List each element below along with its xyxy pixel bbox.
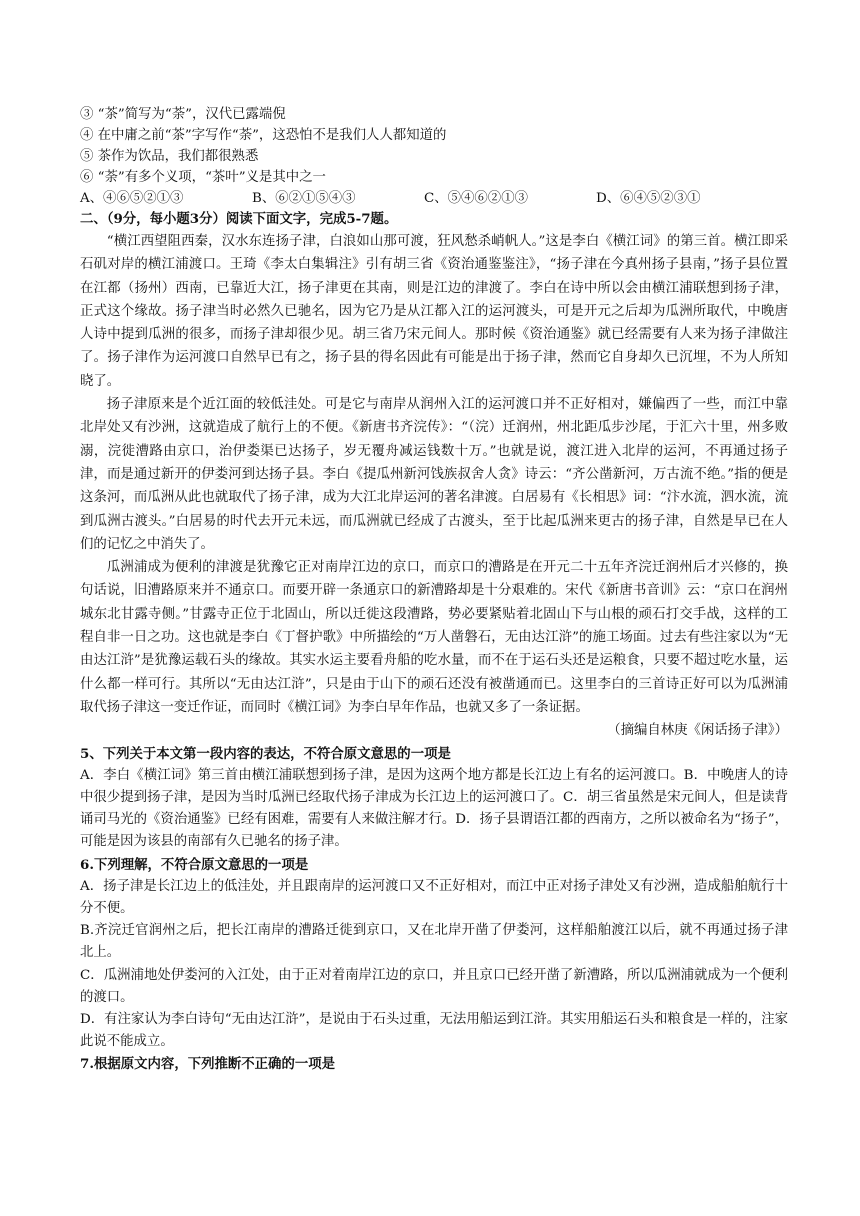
question-stem: 6.下列理解，不符合原文意思的一项是 [80,856,309,873]
question-7 [80,1053,788,1075]
option-a: A．扬子津是长江边上的低洼处，并且跟南岸的运河渡口又不正好相对，而江中正对扬子津处又有沙洲，造成船舶航行十分不便。 [80,878,788,916]
reading-passage [80,230,788,743]
order-item: ⑥ “荼”有多个义项，“茶叶”义是其中之一 [80,170,326,185]
option-c: C．瓜洲浦地处伊娄河的入江处，由于正对着南岸江边的京口，并且京口已经开凿了新漕路，所以瓜洲浦就成为一个便利的渡口。 [80,967,788,1005]
passage-paragraph [80,556,788,742]
order-item: ⑤ 茶作为饮品，我们都很熟悉 [80,149,259,164]
passage-paragraph: 扬子津原来是个近江面的较低洼处。可是它与南岸从润州入江的运河渡口并不正好相对，嫌偏西了一些，而江中靠北岸处又有沙洲，这就造成了航行上的不便。《新唐书齐浣传》：“（浣）迁润州，州北距瓜步沙尾，于汇六十里，州多败溺，浣徙漕路由京口，治伊娄渠已达扬子，岁无覆舟减运钱数十万。”也就是说，渡江进入北岸的运河，不再通过扬子津，而是通过新开的伊娄河到达扬子县。李白《提瓜州新河饯族叔舍人贪》诗云：“齐公凿新河，万古流不绝。”指的便是这条河，而瓜洲从此也就取代了扬子津，成为大江北岸运河的著名津渡。白居易有《长相思》词：“汴水流，泗水流，流到瓜洲古渡头。”白居易的时代去开元未远，而瓜洲就已经成了古渡头，至于比起瓜洲来更古的扬子津，自然是早已在人们的记忆之中消失了。 [80,397,788,552]
order-option-d: D、⑥④⑤②③① [596,191,701,206]
passage-paragraph-text: 瓜洲浦成为便利的津渡是犹豫它正对南岸江边的京口，而京口的漕路是在开元二十五年齐浣迁润州后才兴修的，换句话说，旧漕路原来并不通京口。而要开辟一条通京口的新漕路却是十分艰难的。宋代《新唐书音训》云：“京口在润州城东北甘露寺侧。”甘露寺正位于北固山，所以迁徙这段漕路，势必要紧贴着北固山下与山根的顽石打交手战，这样的工程自非一日之功。这也就是李白《丁督护歌》中所描绘的“万人凿磐石，无由达江浒”的施工场面。过去有些注家以为“无由达江浒”是犹豫运载石头的缘故。其实水运主要看舟船的吃水量，而不在于运石头还是运粮食，只要不超过吃水量，运什么都一样可行。其所以“无由达江浒”，只是由于山下的顽石还没有被凿通而已。这里李白的三首诗正好可以为瓜洲浦取代扬子津这一变迁作证，而同时《横江词》为李白早年作品，也就又多了一条证据。 [80,560,788,715]
order-options [80,188,788,209]
section-heading: 二、（9分，每小题3分）阅读下面文字，完成5-7题。 [80,211,398,227]
exam-page [80,104,788,1076]
option-b: B.齐浣迁官润州之后，把长江南岸的漕路迁徙到京口，又在北岸开凿了伊娄河，这样船舶渡江以后，就不再通过扬子津北上。 [80,923,788,961]
passage-paragraph: “横江西望阻西秦，汉水东连扬子津，白浪如山那可渡，狂风愁杀峭帆人。”这是李白《横江词》的第三首。横江即采石矶对岸的横江浦渡口。王琦《李太白集辑注》引有胡三省《资治通鉴鉴注》，“扬子津在今真州扬子县南，”扬子县位置在江都（扬州）西南，已靠近大江，扬子津更在其南，则是江边的津渡了。李白在诗中所以会由横江浦联想到扬子津，正式这个缘故。扬子津当时必然久已驰名，因为它乃是从江都入江的运河渡头，可是开元之后却为瓜洲所取代，中晚唐人诗中提到瓜洲的很多，而扬子津却很少见。胡三省乃宋元间人。那时候《资治通鉴》就已经需要有人来为扬子津做注了。扬子津作为运河渡口自然早已有之，扬子县的得名因此有可能是出于扬子津，然而它自身却久已沉埋，不为人所知晓了。 [80,234,788,389]
order-item: ③ “茶”简写为“荼”，汉代已露端倪 [80,107,286,122]
ordering-items [80,104,788,209]
option-d: D．有注家认为李白诗句“无由达江浒”，是说由于石头过重，无法用船运到江浒。其实用船运石头和粮食是一样的，注家此说不能成立。 [80,1011,788,1050]
question-5 [80,743,788,854]
order-option-a: A、④⑥⑤②①③ [80,191,184,206]
order-option-b: B、⑥②①⑤④③ [252,191,356,206]
source-note: （摘编自林庚《闲话扬子津》） [607,723,788,739]
question-6 [80,854,788,1054]
question-stem: 5、下列关于本文第一段内容的表达，不符合原文意思的一项是 [80,745,451,762]
question-options: A．李白《横江词》第三首由横江浦联想到扬子津，是因为这两个地方都是长江边上有名的运河渡口。B．中晚唐人的诗中很少提到扬子津，是因为当时瓜洲已经取代扬子津成为长江边上的运河渡口了。C．胡三省虽然是宋元间人，但是读背诵司马光的《资治通鉴》已经有困难，需要有人来做注解才行。D．扬子县谓语江都的西南方，之所以被命名为“扬子”，可能是因为该县的南部有久已驰名的扬子津。 [80,767,788,850]
question-stem: 7.根据原文内容，下列推断不正确的一项是 [80,1056,336,1073]
order-item: ④ 在中庸之前“茶”字写作“荼”，这恐怕不是我们人人都知道的 [80,128,447,143]
order-option-c: C、⑤④⑥②①③ [424,191,528,206]
